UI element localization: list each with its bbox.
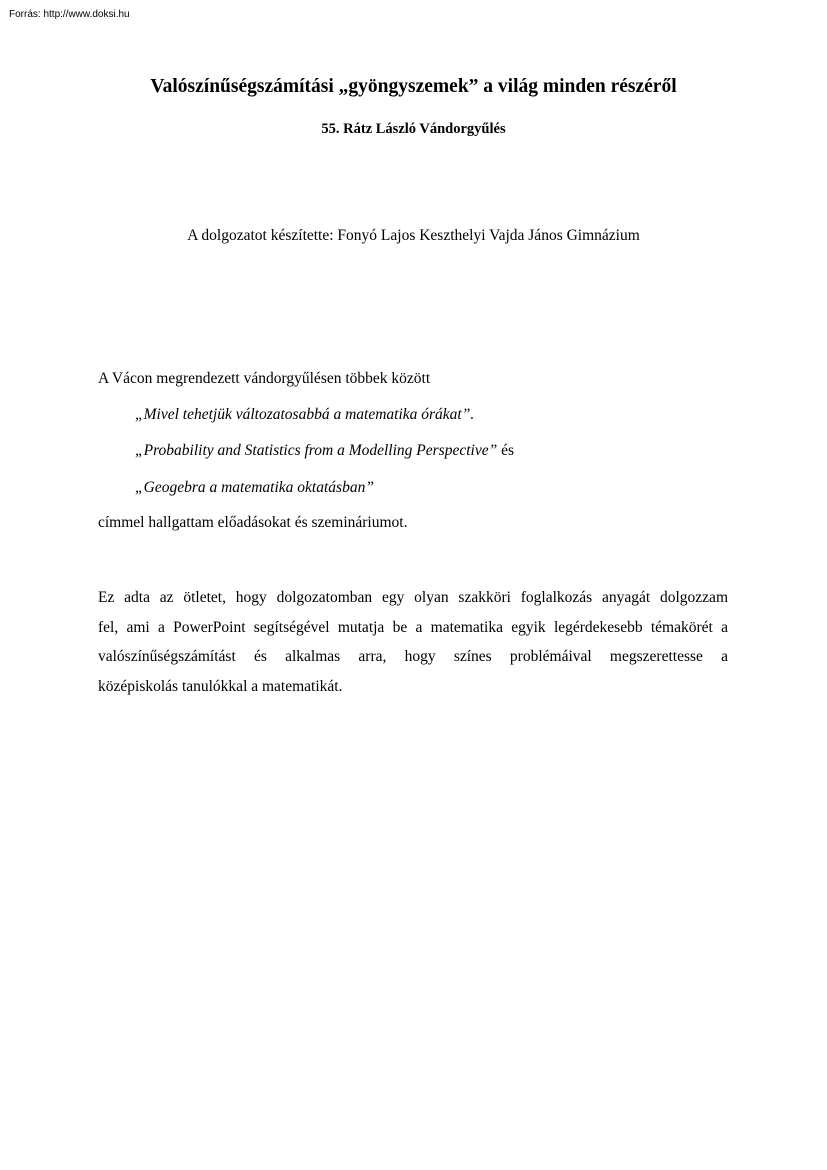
- author-line: A dolgozatot készítette: Fonyó Lajos Keszthelyi Vajda János Gimnázium: [187, 227, 640, 244]
- paragraph-line: Ez adta az ötletet, hogy dolgozatomban egy olyan szakköri foglalkozás anyagát dolgozzam: [98, 589, 728, 606]
- source-url-label: Forrás: http://www.doksi.hu: [9, 9, 130, 20]
- document-title: Valószínűségszámítási „gyöngyszemek” a világ minden részéről: [150, 76, 677, 97]
- outro-line: címmel hallgattam előadásokat és szemináriumot.: [98, 514, 408, 531]
- talk-suffix: és: [497, 442, 515, 459]
- talk-title: „Probability and Statistics from a Modelling Perspective”: [135, 442, 498, 459]
- intro-line: A Vácon megrendezett vándorgyűlésen többek között: [98, 370, 431, 387]
- paragraph-line: középiskolás tanulókkal a matematikát.: [98, 677, 343, 695]
- talk-item: [135, 406, 474, 424]
- talk-item: [135, 442, 514, 460]
- paragraph-line: valószínűségszámítást és alkalmas arra, hogy színes problémáival megszerettesse a: [98, 648, 728, 665]
- talk-item: [135, 479, 374, 497]
- talk-title: „Mivel tehetjük változatosabbá a matematika órákat”.: [135, 406, 475, 423]
- body-paragraph: [98, 583, 728, 701]
- talk-title: „Geogebra a matematika oktatásban”: [135, 479, 374, 496]
- paragraph-line: fel, ami a PowerPoint segítségével mutatja be a matematika egyik legérdekesebb témakörét a: [98, 618, 728, 636]
- document-subtitle: 55. Rátz László Vándorgyűlés: [321, 121, 506, 137]
